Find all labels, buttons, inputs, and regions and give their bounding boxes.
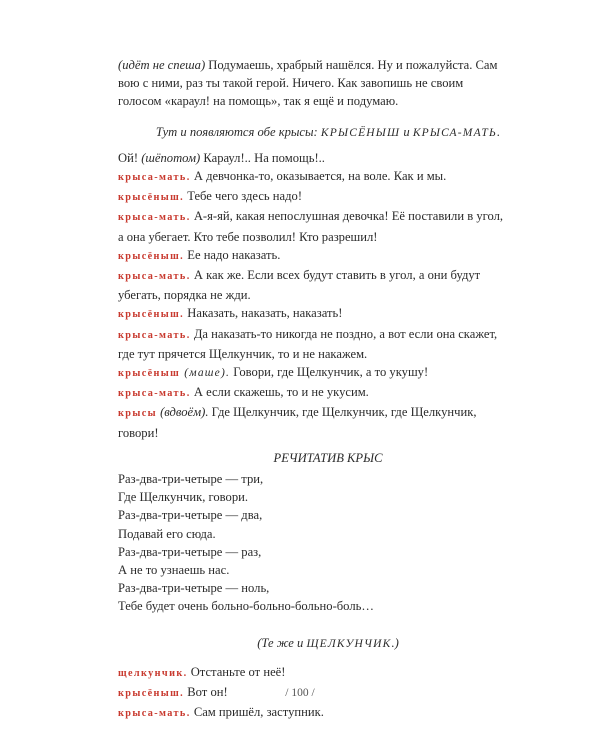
same-suffix: .) xyxy=(391,635,399,650)
speech-text: Наказать, наказать, наказать! xyxy=(184,306,343,321)
speech-text: А как же. Если всех будут ставить в угол, а они будут xyxy=(190,268,481,283)
speaker-name: крыса-мать. xyxy=(118,212,191,224)
dialogue-line xyxy=(118,703,538,723)
verse-line: А не то узнаешь нас. xyxy=(118,563,230,578)
same-direction xyxy=(118,634,538,653)
verse-line: Тебе будет очень больно-больно-больно-боль… xyxy=(118,599,374,614)
speech-text: Вот он! xyxy=(184,685,228,700)
speaker-name: крысёныш. xyxy=(118,192,185,204)
both-stage: (вдвоём). xyxy=(156,405,209,420)
speech-text: Ее надо наказать. xyxy=(184,247,281,262)
page-text xyxy=(118,56,538,724)
dialogue-line xyxy=(118,187,538,207)
speech-continuation: а она убегает. Кто тебе позволил! Кто разрешил! xyxy=(118,229,378,244)
recitative-title: РЕЧИТАТИВ КРЫС xyxy=(273,450,383,465)
verse-line: Раз-два-три-четыре — два, xyxy=(118,508,263,523)
speaker-name: крыса-мать. xyxy=(118,271,191,283)
dialogue-line xyxy=(118,663,538,683)
speech-continuation: убегать, порядка не жди. xyxy=(118,288,251,303)
speaker-name: крыса-мать. xyxy=(118,329,191,341)
intro-paragraph xyxy=(118,56,538,111)
speech-text: Отстаньте от неё! xyxy=(187,664,286,679)
speaker-name: крысёныш. xyxy=(118,309,185,321)
enter-suffix: . xyxy=(496,124,501,139)
dialogue-line xyxy=(118,383,538,403)
dialogue-block-1 xyxy=(118,167,538,363)
speaker-name: крыса-мать. xyxy=(118,388,191,400)
enter-and: и xyxy=(400,124,413,139)
intro-line-3: голосом «караул! на помощь», так я ещё и подумаю. xyxy=(118,94,399,109)
speaker-name: крысёныш xyxy=(118,368,181,380)
dialogue-line xyxy=(118,266,538,304)
intro-line-2: вою с ними, раз ты такой герой. Ничего. Как завопишь не своим xyxy=(118,76,464,91)
both-cont: говори! xyxy=(118,425,159,440)
oi-text-2: Караул!.. На помощь!.. xyxy=(200,150,325,165)
intro-line-1: Подумаешь, храбрый нашёлся. Ну и пожалуйста. Сам xyxy=(205,58,498,72)
speaker-name: крыса-мать. xyxy=(118,172,191,184)
verse-line: Раз-два-три-четыре — три, xyxy=(118,472,264,487)
speech-text: Да наказать-то никогда не поздно, а вот если она скажет, xyxy=(190,326,498,341)
speaker-name: крысы xyxy=(118,408,157,420)
speaker-name: крысёныш. xyxy=(118,688,185,700)
verse-line: Где Щелкунчик, говори. xyxy=(118,490,249,505)
verse-line: Раз-два-три-четыре — ноль, xyxy=(118,581,270,596)
enter-prefix: Тут и появляются обе крысы: xyxy=(155,124,318,139)
stage-direction: (идёт не спеша) xyxy=(118,58,206,72)
both-line xyxy=(118,403,538,441)
speaker-name: крысёныш. xyxy=(118,250,185,262)
oi-line xyxy=(118,149,538,167)
same-prefix: (Те же и xyxy=(257,635,307,650)
masha-stage: (маше). xyxy=(180,367,231,380)
enter-direction xyxy=(118,123,538,142)
enter-name-2: КРЫСА-МАТЬ xyxy=(412,126,497,139)
same-name: ЩЕЛКУНЧИК xyxy=(306,637,392,650)
speech-text: А если скажешь, то и не укусим. xyxy=(190,385,369,400)
speaker-name: щелкунчик. xyxy=(118,667,188,679)
page-number: / 100 / xyxy=(285,687,315,699)
verse-block xyxy=(118,470,538,616)
verse-line: Раз-два-три-четыре — раз, xyxy=(118,544,262,559)
both-text: Где Щелкунчик, где Щелкунчик, где Щелкунчик, xyxy=(208,405,477,420)
dialogue-line xyxy=(118,167,538,187)
speech-text: А девчонка-то, оказывается, на воле. Как и мы. xyxy=(190,169,447,184)
speech-text: Тебе чего здесь надо! xyxy=(184,189,303,204)
dialogue-line xyxy=(118,207,538,245)
masha-line xyxy=(118,363,538,383)
speech-text: А-я-яй, какая непослушная девочка! Её поставили в угол, xyxy=(190,209,504,224)
dialogue-line xyxy=(118,304,538,324)
speech-text: Сам пришёл, заступник. xyxy=(190,705,324,720)
masha-text: Говори, где Щелкунчик, а то укушу! xyxy=(230,365,429,380)
speaker-name: крыса-мать. xyxy=(118,708,191,720)
enter-name-1: КРЫСЁНЫШ xyxy=(320,126,401,139)
dialogue-line xyxy=(118,325,538,363)
oi-text-1: Ой! xyxy=(118,150,142,165)
verse-line: Подавай его сюда. xyxy=(118,526,216,541)
dialogue-line xyxy=(118,246,538,266)
oi-stage: (шёпотом) xyxy=(141,150,201,165)
speech-continuation: где тут прячется Щелкунчик, то и не накажем. xyxy=(118,346,368,361)
